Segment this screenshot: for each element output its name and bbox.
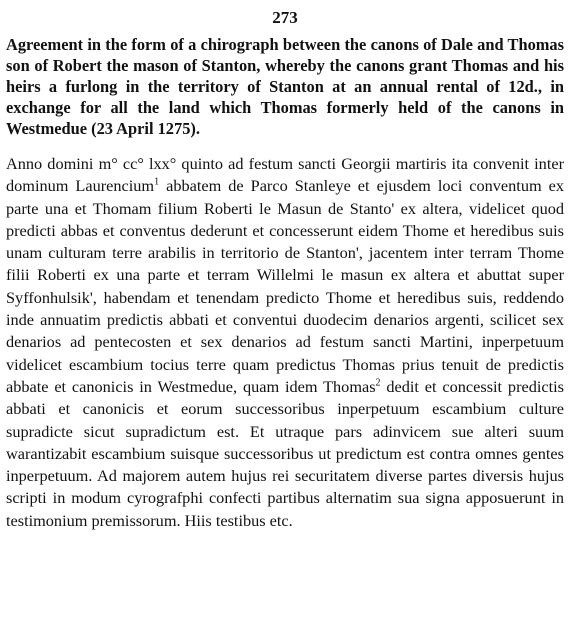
document-summary: Agreement in the form of a chirograph between the canons of Dale and Thomas son of Robert the mason of Stanton, whereby the canons grant Thomas and his heirs a furlong in the territory of Stanton at an annual rental of 12d., in exchange for all the land which Thomas formerly held of the canons in Westmedue (23 April 1275).: [6, 35, 564, 138]
body-text-part-3: dedit et concessit predictis abbati et canonicis et eorum successoribus inperpetuum escambium culture supradicte sicut supradictum est. Et utraque pars adinvicem sue alteri suum warantizabit escambium suisque successoribus ut predictum est contra omnes gentes inperpetuum. Ad majorem autem hujus rei securitatem diverse partes diversis hujus scripti in modum cyrografphi confecti partibus alternatim sua signa apposuerunt in testimonium premissorum. Hiis testibus etc.: [6, 376, 564, 530]
footnote-marker-2: 2: [375, 377, 381, 389]
footnote-marker-1: 1: [154, 176, 160, 188]
document-number: 273: [272, 8, 298, 27]
document-body: [6, 153, 564, 532]
body-text-part-1: Anno domini m° cc° lxx° quinto ad festum sancti Georgii martiris ita convenit inter dominum Laurencium: [6, 154, 564, 196]
body-text-part-2: abbatem de Parco Stanleye et ejusdem loci conventum ex parte una et Thomam filium Roberti le Masun de Stanto' ex altera, videlicet quod predicti abbas et conventus dederunt et concesserunt eidem Thome et heredibus suis unam culturam terre arabilis in territorio de Stanton', jacentem inter terram Thome filii Roberti ex una parte et terram Willelmi le masun ex altera et abuttat super Syffonhulsik', habendam et tenendam predicto Thome et heredibus suis, reddendo inde annuatim predictis abbati et conventui duodecim denarios argenti, scilicet sex denarios ad pentecosten et sex denarios ad festum sancti Martini, inperpetuum videlicet escambium tocius terre quam predictus Thomas prius tenuit de predictis abbate et canonicis in Westmedue, quam idem Thomas: [6, 176, 564, 396]
